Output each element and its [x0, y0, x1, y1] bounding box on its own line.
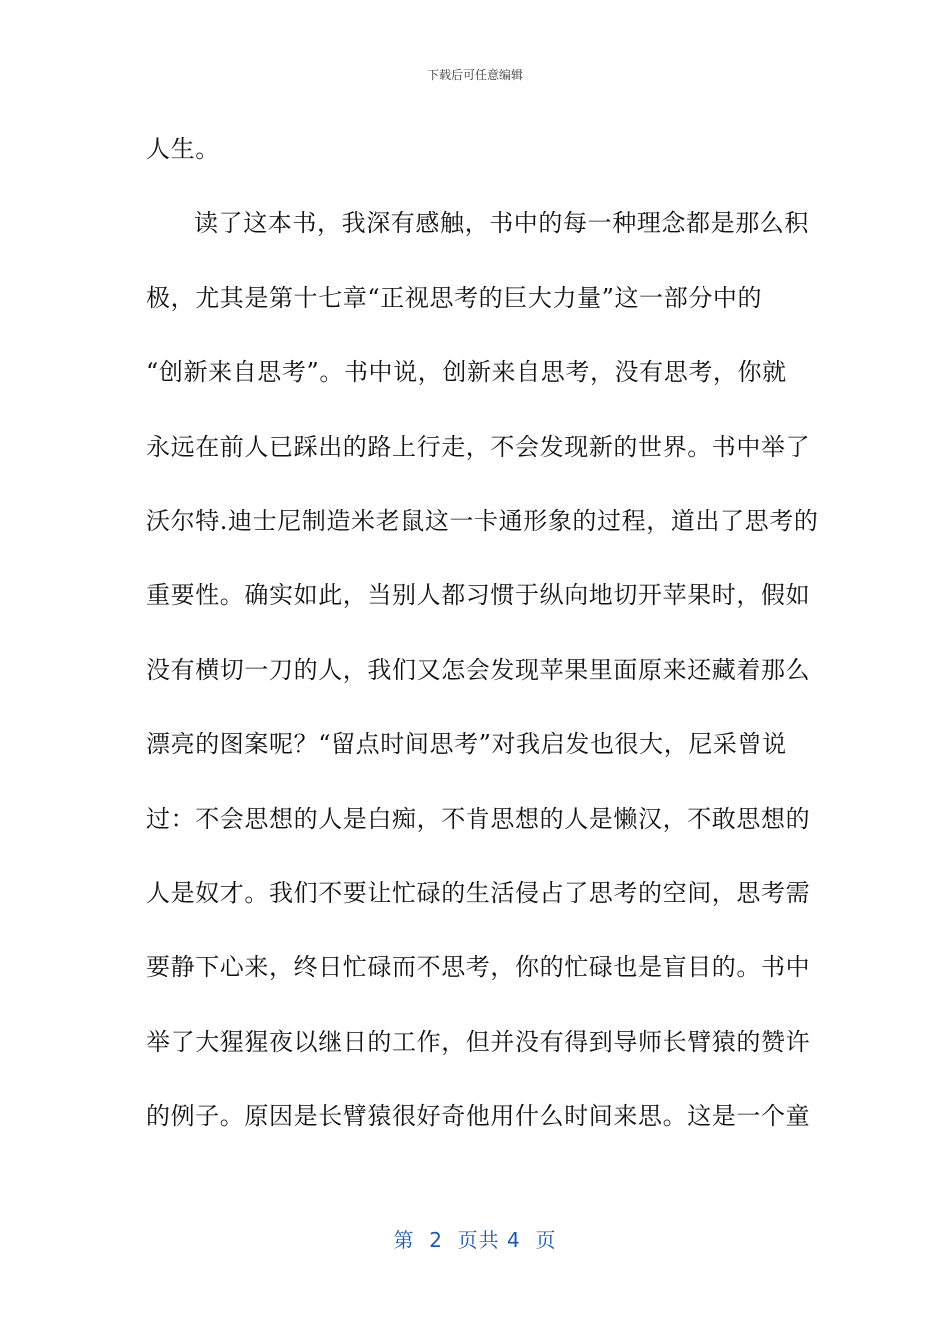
text-line: 永远在前人已踩出的路上行走，不会发现新的世界。书中举了 — [146, 432, 811, 461]
page-number-label: 第 2 页共 4 页 — [393, 1228, 557, 1252]
text-line: 读了这本书，我深有感触，书中的每一种理念都是那么积 — [194, 209, 809, 238]
text-line: 人生。 — [146, 135, 220, 163]
text-line: 沃尔特.迪士尼制造米老鼠这一卡通形象的过程，道出了思考的 — [146, 506, 819, 535]
text-line: “创新来自思考”。书中说，创新来自思考，没有思考，你就 — [146, 358, 787, 387]
text-line: 举了大猩猩夜以继日的工作，但并没有得到导师长臂猿的赞许 — [146, 1027, 811, 1056]
text-line: 要静下心来，终日忙碌而不思考，你的忙碌也是盲目的。书中 — [146, 953, 811, 982]
body-text — [146, 112, 819, 1153]
page-header-note: 下载后可任意编辑 — [426, 68, 523, 82]
text-line: 漂亮的图案呢？“留点时间思考”对我启发也很大，尼采曾说 — [146, 730, 787, 759]
text-line: 过：不会思想的人是白痴，不肯思想的人是懒汉，不敢思想的 — [146, 804, 811, 833]
text-line: 没有横切一刀的人，我们又怎会发现苹果里面原来还藏着那么 — [146, 655, 811, 684]
text-line: 重要性。确实如此，当别人都习惯于纵向地切开苹果时，假如 — [146, 581, 811, 610]
text-line: 极，尤其是第十七章“正视思考的巨大力量”这一部分中的 — [146, 283, 763, 312]
text-line: 的例子。原因是长臂猿很好奇他用什么时间来思。这是一个童 — [146, 1102, 811, 1131]
page-number-footer — [0, 1224, 950, 1253]
text-line: 人是奴才。我们不要让忙碌的生活侵占了思考的空间，思考需 — [146, 878, 811, 907]
